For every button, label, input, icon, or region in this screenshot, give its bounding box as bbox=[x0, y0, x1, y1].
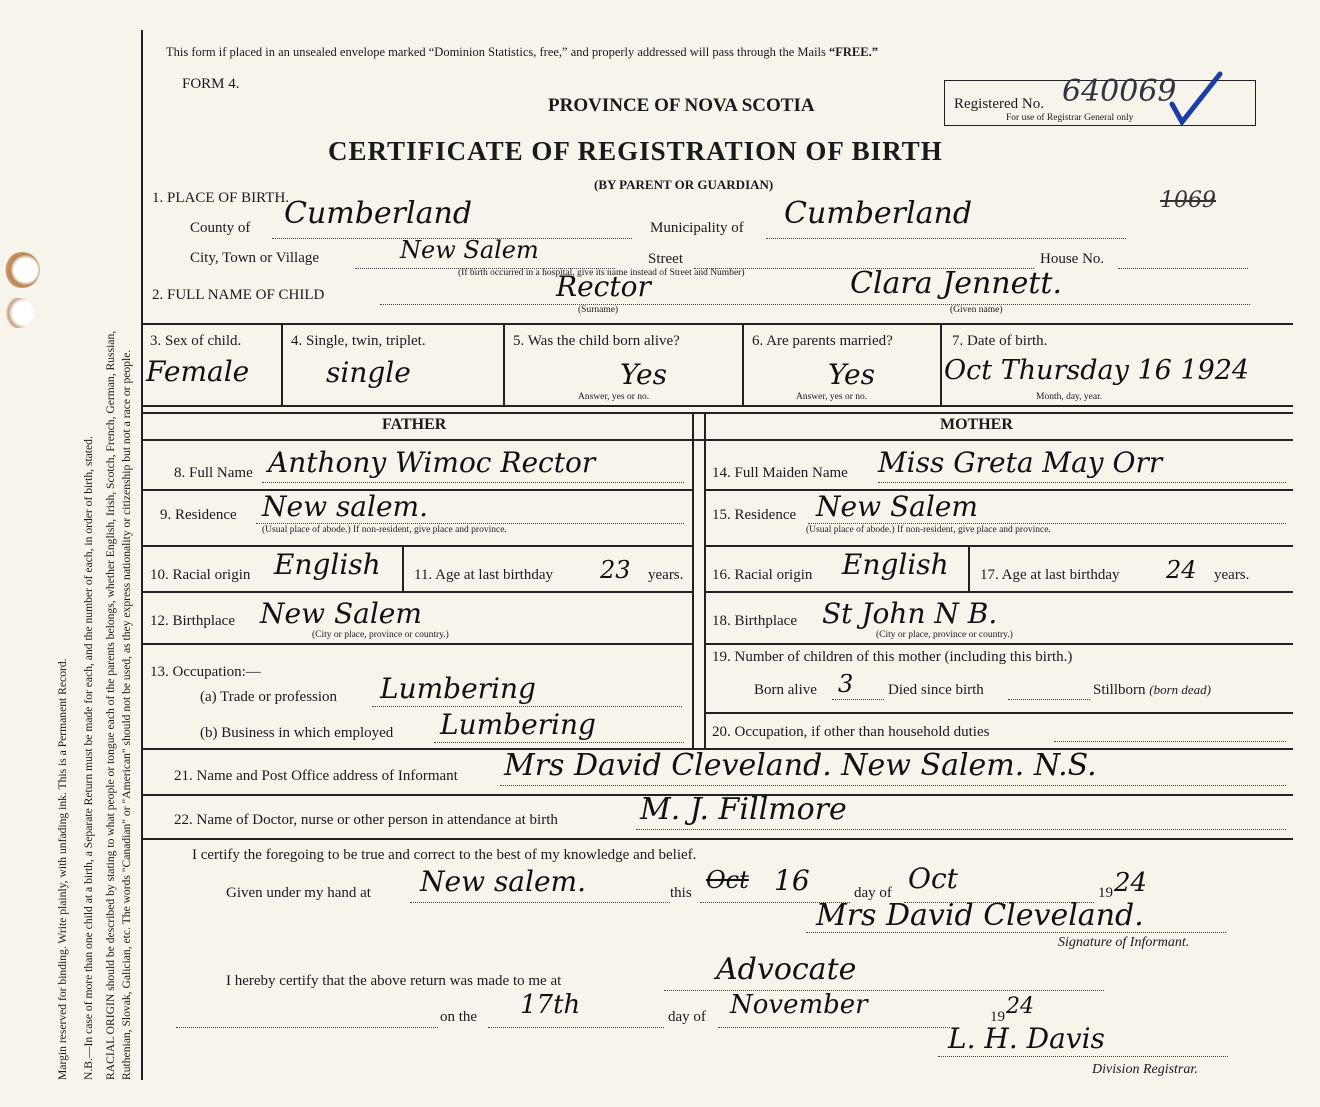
certify-statement: I certify the foregoing to be true and correct to the best of my knowledge and belief. bbox=[192, 847, 697, 863]
registrar-blank-line bbox=[176, 1027, 438, 1028]
margin-note-racial-origin: RACIAL ORIGIN should be described by stating to what people or tongue each of the parents belongs, whether English, Irish, Scotch, French, German, Russian, bbox=[104, 330, 117, 1080]
form-left-border bbox=[141, 30, 143, 1080]
this-label: this bbox=[670, 885, 692, 901]
house-label: House No. bbox=[1040, 251, 1105, 267]
form-number: FORM 4. bbox=[182, 76, 240, 92]
mother-residence: New Salem bbox=[816, 490, 978, 523]
father-racial-label: 10. Racial origin bbox=[150, 567, 251, 583]
punch-hole-top bbox=[4, 252, 40, 288]
alive-label: 5. Was the child born alive? bbox=[513, 333, 680, 349]
city-value: New Salem bbox=[400, 236, 539, 264]
registrar-statement: I hereby certify that the above return was made to me at bbox=[226, 973, 562, 989]
died-label: Died since birth bbox=[888, 682, 984, 698]
registrar-day-of-label: day of bbox=[668, 1009, 706, 1025]
father-age: 23 bbox=[600, 556, 631, 584]
registrar-year-suffix: 24 bbox=[1006, 994, 1034, 1019]
date-value: Oct Thursday 16 1924 bbox=[944, 355, 1250, 386]
parents-top bbox=[141, 412, 1293, 414]
informant-value: Mrs David Cleveland. New Salem. N.S. bbox=[504, 748, 1097, 783]
informant-signature: Mrs David Cleveland. bbox=[816, 898, 1144, 933]
mother-racial: English bbox=[842, 548, 949, 581]
stillborn-text: Stillborn bbox=[1093, 682, 1146, 698]
child-given-name: Clara Jennett. bbox=[850, 266, 1063, 301]
margin-note-multiple-births: N.B.—In case of more than one child at a birth, a Separate Return must be made for each, and the number of each, in order of birth, stated. bbox=[82, 436, 95, 1080]
margin-note-binding: Margin reserved for binding. Write plainly, with unfading ink. This is a Permanent Record. bbox=[56, 658, 69, 1080]
father-trade-label: (a) Trade or profession bbox=[200, 689, 338, 705]
row-3-7-bottom bbox=[141, 405, 1293, 407]
informant-signature-label: Signature of Informant. bbox=[1058, 935, 1190, 950]
given-place: New salem. bbox=[420, 865, 586, 898]
father-trade: Lumbering bbox=[380, 672, 536, 705]
informant-label: 21. Name and Post Office address of Informant bbox=[174, 768, 458, 784]
mother-left-border bbox=[704, 412, 706, 748]
given-day-of-label: day of bbox=[854, 885, 892, 901]
father-birthplace: New Salem bbox=[260, 597, 422, 630]
registrar-day-line bbox=[488, 1027, 664, 1028]
father-row-9-rule bbox=[141, 545, 693, 547]
father-residence-note: (Usual place of abode.) If non-resident, give place and province. bbox=[262, 525, 507, 535]
sex-value: Female bbox=[146, 355, 250, 388]
father-racial: English bbox=[274, 548, 381, 581]
married-label: 6. Are parents married? bbox=[752, 333, 893, 349]
father-birthplace-label: 12. Birthplace bbox=[150, 613, 235, 629]
married-note: Answer, yes or no. bbox=[796, 392, 868, 402]
mother-birthplace-label: 18. Birthplace bbox=[712, 613, 797, 629]
mother-birthplace-note: (City or place, province or country.) bbox=[876, 630, 1013, 640]
mother-row-14-rule bbox=[704, 489, 1293, 491]
father-name-label: 8. Full Name bbox=[174, 465, 253, 481]
child-name-label: 2. FULL NAME OF CHILD bbox=[152, 287, 325, 303]
mother-racial-divider bbox=[968, 545, 970, 591]
born-alive-value: 3 bbox=[838, 670, 854, 698]
divider-3-4 bbox=[281, 323, 283, 407]
city-label: City, Town or Village bbox=[190, 250, 320, 266]
registrar-signature-label: Division Registrar. bbox=[1092, 1062, 1198, 1077]
row-3-7-top bbox=[141, 323, 1293, 325]
place-of-birth-heading: 1. PLACE OF BIRTH. bbox=[152, 190, 290, 206]
alive-note: Answer, yes or no. bbox=[578, 392, 650, 402]
father-business-label: (b) Business in which employed bbox=[200, 725, 394, 741]
born-alive-line bbox=[832, 699, 884, 700]
given-year-suffix: 24 bbox=[1114, 868, 1148, 898]
father-name-line bbox=[262, 482, 684, 483]
stillborn-note: (born dead) bbox=[1149, 682, 1212, 697]
given-under-label: Given under my hand at bbox=[226, 885, 371, 901]
doctor-bottom bbox=[141, 838, 1293, 840]
on-the-label: on the bbox=[440, 1009, 478, 1025]
registrar-month: November bbox=[730, 990, 868, 1020]
father-row-10-rule bbox=[141, 591, 693, 593]
mother-residence-label: 15. Residence bbox=[712, 507, 797, 523]
father-years-label: years. bbox=[648, 567, 684, 583]
mail-notice: This form if placed in an unsealed envelope marked “Dominion Statistics, free,” and properly addressed will pass through the Mails “FREE.” bbox=[166, 45, 878, 59]
given-name-note: (Given name) bbox=[950, 305, 1003, 315]
father-name: Anthony Wimoc Rector bbox=[268, 446, 596, 479]
mother-row-15-rule bbox=[704, 545, 1293, 547]
mail-notice-free: “FREE.” bbox=[829, 45, 878, 59]
divider-6-7 bbox=[940, 323, 942, 407]
single-label: 4. Single, twin, triplet. bbox=[291, 333, 426, 349]
mother-row-16-rule bbox=[704, 591, 1293, 593]
doctor-value: M. J. Fillmore bbox=[640, 792, 847, 827]
father-occupation-label: 13. Occupation:— bbox=[150, 664, 261, 680]
registrar-signature: L. H. Davis bbox=[948, 1022, 1105, 1055]
father-row-12-rule bbox=[141, 643, 693, 645]
mother-residence-line bbox=[808, 523, 1286, 524]
mother-racial-label: 16. Racial origin bbox=[712, 567, 813, 583]
single-value: single bbox=[326, 356, 411, 389]
registrar-year-prefix: 19 bbox=[990, 1009, 1005, 1025]
stillborn-label bbox=[1093, 682, 1211, 699]
municipality-line bbox=[766, 238, 1126, 239]
mother-name-label: 14. Full Maiden Name bbox=[712, 465, 848, 481]
surname-note: (Surname) bbox=[578, 305, 619, 315]
doctor-line bbox=[636, 829, 1286, 830]
given-place-line bbox=[410, 902, 670, 903]
hospital-note: (If birth occurred in a hospital, give its name instead of Street and Number) bbox=[458, 268, 745, 278]
mother-row-18-rule bbox=[704, 643, 1293, 645]
municipality-value: Cumberland bbox=[784, 196, 973, 231]
child-name-line bbox=[380, 304, 1250, 305]
mother-row-19-rule bbox=[704, 712, 1293, 714]
municipality-label: Municipality of bbox=[650, 220, 744, 236]
corner-number: 1069 bbox=[1160, 188, 1216, 213]
mother-years-label: years. bbox=[1214, 567, 1250, 583]
divider-5-6 bbox=[742, 323, 744, 407]
margin-note-racial-origin-cont: Ruthenian, Slovak, Galician, etc. The words "Canadian" or "American" should not be used, as they express nationality or citizenship but not a race or people. bbox=[120, 349, 133, 1080]
informant-line bbox=[500, 785, 1286, 786]
died-line bbox=[1008, 699, 1090, 700]
mother-residence-note: (Usual place of abode.) If non-resident, give place and province. bbox=[806, 525, 1051, 535]
mother-age: 24 bbox=[1166, 556, 1197, 584]
parents-heading-rule bbox=[141, 439, 1293, 441]
registrar-note: For use of Registrar General only bbox=[1006, 113, 1134, 123]
father-heading: FATHER bbox=[382, 416, 447, 433]
married-value: Yes bbox=[828, 358, 875, 391]
father-right-border bbox=[692, 412, 694, 748]
mother-name: Miss Greta May Orr bbox=[878, 446, 1163, 479]
street-label: Street bbox=[648, 251, 683, 267]
born-alive-label: Born alive bbox=[754, 682, 817, 698]
struck-month: Oct bbox=[706, 866, 749, 894]
father-residence-line bbox=[256, 523, 684, 524]
registrar-signature-line bbox=[938, 1056, 1228, 1057]
father-residence: New salem. bbox=[262, 490, 428, 523]
child-surname: Rector bbox=[556, 270, 651, 303]
alive-value: Yes bbox=[620, 358, 667, 391]
father-age-label: 11. Age at last birthday bbox=[414, 567, 553, 583]
province-heading: PROVINCE OF NOVA SCOTIA bbox=[548, 95, 815, 116]
father-business-line bbox=[434, 742, 684, 743]
given-day: 16 bbox=[774, 864, 810, 897]
registrar-day: 17th bbox=[520, 990, 581, 1020]
mother-heading: MOTHER bbox=[940, 416, 1013, 433]
mother-children-label: 19. Number of children of this mother (including this birth.) bbox=[712, 649, 1073, 665]
mother-occupation-label: 20. Occupation, if other than household duties bbox=[712, 724, 990, 740]
registrar-place: Advocate bbox=[716, 952, 857, 987]
given-month: Oct bbox=[908, 862, 958, 895]
father-residence-label: 9. Residence bbox=[160, 507, 237, 523]
date-note: Month, day, year. bbox=[1036, 392, 1103, 402]
date-label: 7. Date of birth. bbox=[952, 333, 1048, 349]
registered-label: Registered No. bbox=[954, 96, 1044, 112]
certificate-title: CERTIFICATE OF REGISTRATION OF BIRTH bbox=[328, 136, 943, 166]
checkmark-icon bbox=[1168, 70, 1224, 130]
house-line bbox=[1118, 268, 1248, 269]
mother-name-line bbox=[878, 482, 1286, 483]
mother-birthplace: St John N B. bbox=[822, 597, 998, 630]
registered-number: 640069 bbox=[1062, 74, 1177, 109]
sex-label: 3. Sex of child. bbox=[150, 333, 242, 349]
informant-signature-line bbox=[806, 932, 1226, 933]
county-value: Cumberland bbox=[284, 196, 473, 231]
father-trade-line bbox=[372, 706, 682, 707]
father-racial-divider bbox=[402, 545, 404, 591]
divider-4-5 bbox=[503, 323, 505, 407]
father-birthplace-note: (City or place, province or country.) bbox=[312, 630, 449, 640]
given-year-prefix: 19 bbox=[1098, 885, 1113, 901]
father-business: Lumbering bbox=[440, 708, 596, 741]
registrar-month-line bbox=[718, 1027, 950, 1028]
mother-occupation-line bbox=[1054, 741, 1286, 742]
mother-age-label: 17. Age at last birthday bbox=[980, 567, 1120, 583]
certificate-subtitle: (BY PARENT OR GUARDIAN) bbox=[594, 177, 774, 192]
doctor-label: 22. Name of Doctor, nurse or other person in attendance at birth bbox=[174, 812, 558, 828]
county-label: County of bbox=[190, 220, 251, 236]
punch-hole-bottom bbox=[2, 298, 34, 328]
